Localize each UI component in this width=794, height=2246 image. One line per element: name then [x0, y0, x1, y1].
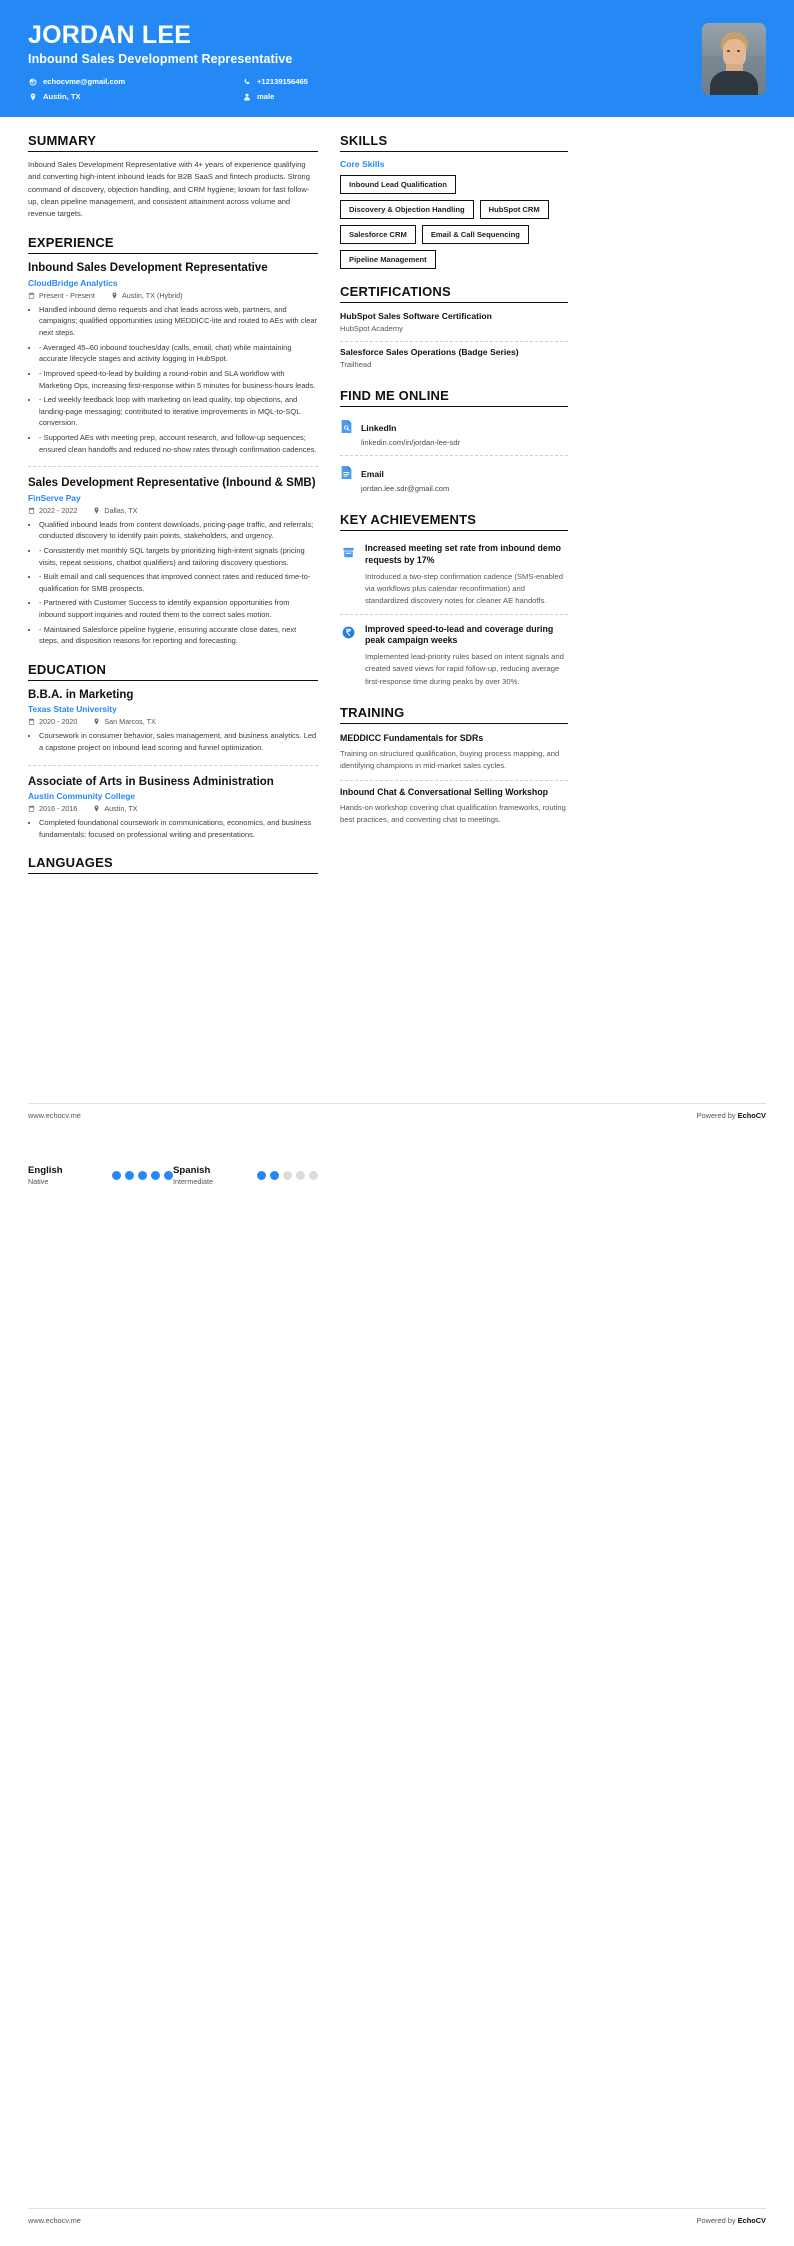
link-label: LinkedIn: [361, 423, 397, 434]
bullet: • Handled inbound demo requests and chat leads across web, partners, and campaigns; qualified opportunities using MEDDICC-lite and routed to AEs with clear next steps.: [39, 304, 318, 339]
section-skills: [340, 133, 568, 269]
calendar-icon: [28, 718, 35, 725]
certification-issuer: HubSpot Academy: [340, 324, 403, 334]
certification-item: [340, 346, 568, 373]
experience-location-value: Dallas, TX: [104, 505, 138, 515]
bullet: • - Averaged 45–60 inbound touches/day (calls, email, chat) while maintaining accurate lifecycle stages and activity logging in HubSpot.: [39, 342, 318, 365]
experience-dates-value: 2022 - 2022: [39, 505, 78, 515]
education-entry: [28, 775, 318, 841]
education-dates-value: 2016 - 2016: [39, 803, 78, 813]
training-name: MEDDICC Fundamentals for SDRs: [340, 732, 484, 743]
certification-name: HubSpot Sales Software Certification: [340, 311, 492, 321]
contact-gender-value: male: [257, 92, 275, 101]
dot: [257, 1171, 266, 1180]
skill-chip: Salesforce CRM: [340, 225, 416, 244]
contact-email-value: echocvme@gmail.com: [43, 77, 126, 86]
rupee-badge-icon: [340, 625, 356, 641]
resume-header: [0, 0, 794, 117]
gender-icon: [242, 92, 251, 101]
dot: [151, 1171, 160, 1180]
calendar-icon: [28, 805, 35, 812]
summary-title: SUMMARY: [28, 133, 318, 152]
footer-page-1: [28, 1103, 766, 1120]
certification-name: Salesforce Sales Operations (Badge Series): [340, 347, 519, 358]
language-level: Native: [28, 1177, 49, 1186]
education-location: [93, 804, 137, 813]
experience-location: [93, 506, 137, 515]
location-icon: [111, 292, 118, 299]
achievement-desc: Implemented lead-priority rules based on intent signals and created saved views for rapid follow-up, reducing average first-response time during peaks by over 30%.: [365, 652, 564, 686]
experience-entry: [28, 476, 318, 647]
contact-grid: [28, 77, 448, 101]
footer-powered-prefix: Powered by: [696, 1111, 738, 1120]
bullet: • - Improved speed-to-lead by building a round-robin and SLA workflow with Marketing Ops, increasing first-response within 5 minutes for business-hours leads.: [39, 368, 318, 391]
achievement-item: [340, 619, 568, 690]
bullet: • - Maintained Salesforce pipeline hygiene, ensuring accurate close dates, next steps, and disposition reasons for reporting and forecasting.: [39, 624, 318, 647]
experience-role: Inbound Sales Development Representative: [28, 262, 268, 275]
footer-powered-by: [697, 2216, 766, 2225]
education-dates: [28, 717, 77, 726]
education-location-value: Austin, TX: [104, 803, 138, 813]
link-label: Email: [361, 469, 384, 480]
section-languages: [28, 855, 318, 874]
link-item-email[interactable]: [340, 460, 568, 497]
bullet: • - Consistently met monthly SQL targets by prioritizing high-intent signals (pricing visits, repeat sessions, chatbot qualifiers) and tailoring discovery questions.: [39, 545, 318, 568]
location-icon: [93, 718, 100, 725]
section-summary: [28, 133, 318, 220]
contact-email[interactable]: [28, 77, 228, 86]
location-icon: [93, 507, 100, 514]
education-title: EDUCATION: [28, 662, 318, 681]
divider: [340, 455, 568, 456]
experience-dates-value: Present - Present: [39, 290, 95, 300]
dot: [296, 1171, 305, 1180]
phone-icon: [242, 77, 251, 86]
link-item-linkedin[interactable]: [340, 414, 568, 451]
certification-issuer: Trailhead: [340, 360, 372, 370]
language-name: English: [28, 1165, 63, 1176]
skills-chips: [340, 175, 568, 269]
bullet: • - Supported AEs with meeting prep, account research, and follow-up sequences; ensured clean handoffs and reduced no-show rates through confirmation cadences.: [39, 432, 318, 455]
dot: [164, 1171, 173, 1180]
bullet: • Coursework in consumer behavior, sales management, and business analytics. Led a capstone project on inbound lead scoring and funnel optimization.: [39, 730, 318, 753]
section-experience: [28, 235, 318, 647]
languages-content: [28, 1155, 318, 1186]
language-text: [173, 1165, 257, 1186]
education-bullets: [28, 730, 318, 753]
footer-site[interactable]: www.echocv.me: [28, 1111, 81, 1120]
education-dates: [28, 804, 77, 813]
certifications-title: CERTIFICATIONS: [340, 284, 568, 303]
dot: [270, 1171, 279, 1180]
bullet: • Completed foundational coursework in communications, economics, and business fundamentals; focused on professional writing and presentations.: [39, 817, 318, 840]
education-dates-value: 2020 - 2020: [39, 717, 78, 727]
link-url[interactable]: linkedin.com/in/jordan-lee-sdr: [361, 438, 461, 448]
email-doc-icon: [340, 465, 353, 480]
bullet: • - Built email and call sequences that improved connect rates and reduced time-to-qualification for SMB prospects.: [39, 571, 318, 594]
dot: [309, 1171, 318, 1180]
achievement-item: [340, 538, 568, 609]
right-column: [340, 133, 568, 845]
certification-item: [340, 310, 568, 337]
footer-page-2: [28, 2208, 766, 2225]
dot: [125, 1171, 134, 1180]
experience-title: EXPERIENCE: [28, 235, 318, 254]
contact-phone-value: +12139156465: [257, 77, 308, 86]
skills-title: SKILLS: [340, 133, 568, 152]
experience-meta: [28, 291, 318, 300]
training-desc: Training on structured qualification, buying process mapping, and identifying champions in mid-market sales cycles.: [340, 748, 560, 770]
training-desc: Hands-on workshop covering chat qualification frameworks, routing best practices, and converting chat to meetings.: [340, 802, 566, 824]
experience-bullets: [28, 304, 318, 456]
experience-entry: [28, 261, 318, 455]
achievement-desc: Introduced a two-step confirmation cadence (SMS-enabled via workflows plus calendar reconfirmation) and standardized discovery notes for cleaner AE handoffs.: [365, 572, 563, 606]
key-achievements-title: KEY ACHIEVEMENTS: [340, 512, 568, 531]
footer-powered-prefix: Powered by: [696, 2216, 738, 2225]
experience-dates: [28, 506, 77, 515]
language-item: [173, 1165, 318, 1186]
experience-dates: [28, 291, 95, 300]
bullet: • - Partnered with Customer Success to identify expansion opportunities from inbound support inquiries and routed them to the correct sales motion.: [39, 597, 318, 620]
divider: [28, 765, 318, 766]
training-title: TRAINING: [340, 705, 568, 724]
achievement-title: Improved speed-to-lead and coverage during peak campaign weeks: [365, 623, 554, 646]
education-school[interactable]: Austin Community College: [28, 790, 136, 801]
skill-chip: Email & Call Sequencing: [422, 225, 529, 244]
find-me-online-title: FIND ME ONLINE: [340, 388, 568, 407]
email-icon: [28, 77, 37, 86]
experience-location: [111, 291, 183, 300]
dot: [283, 1171, 292, 1180]
section-education: [28, 662, 318, 840]
education-degree: Associate of Arts in Business Administration: [28, 775, 274, 788]
inbox-icon: [340, 544, 356, 560]
language-text: [28, 1165, 112, 1186]
language-dots: [112, 1171, 173, 1180]
language-level: Intermediate: [173, 1177, 213, 1186]
calendar-icon: [28, 292, 35, 299]
education-location-value: San Marcos, TX: [104, 717, 156, 727]
left-column: [28, 133, 318, 889]
languages-title: LANGUAGES: [28, 855, 318, 874]
training-item: [340, 785, 568, 830]
divider: [28, 466, 318, 467]
dot: [112, 1171, 121, 1180]
section-training: [340, 705, 568, 830]
achievement-title: Increased meeting set rate from inbound demo requests by 17%: [365, 543, 562, 566]
skill-chip: Discovery & Objection Handling: [340, 200, 474, 219]
experience-role: Sales Development Representative (Inbound & SMB): [28, 477, 316, 490]
link-url[interactable]: jordan.lee.sdr@gmail.com: [361, 484, 450, 494]
linkedin-doc-icon: [340, 419, 353, 434]
resume-body: [0, 117, 794, 889]
skill-chip: Pipeline Management: [340, 250, 436, 269]
experience-bullets: [28, 519, 318, 647]
calendar-icon: [28, 507, 35, 514]
experience-location-value: Austin, TX (Hybrid): [121, 290, 183, 300]
experience-meta: [28, 506, 318, 515]
summary-text: Inbound Sales Development Representative with 4+ years of experience qualifying and converting high-intent inbound leads for B2B SaaS and fintech products. Strong command of discovery, objection handling, and CRM hygiene; known for fast follow-up, clean pipeline management, and consistent attainment across volume and revenue targets.: [28, 160, 310, 219]
education-meta: [28, 804, 318, 813]
section-key-achievements: [340, 512, 568, 689]
section-certifications: [340, 284, 568, 373]
footer-site[interactable]: www.echocv.me: [28, 2216, 81, 2225]
training-name: Inbound Chat & Conversational Selling Workshop: [340, 786, 549, 797]
experience-company[interactable]: CloudBridge Analytics: [28, 277, 118, 288]
footer-powered-by: [697, 1111, 766, 1120]
footer-brand: EchoCV: [737, 1111, 766, 1120]
education-degree: B.B.A. in Marketing: [28, 688, 134, 701]
dot: [138, 1171, 147, 1180]
location-icon: [28, 92, 37, 101]
location-icon: [93, 805, 100, 812]
bullet: • - Led weekly feedback loop with marketing on lead quality, top objections, and landing-page messaging; contributed to iterative improvements in MQL-to-SQL conversion.: [39, 394, 318, 429]
divider: [340, 341, 568, 342]
contact-location-value: Austin, TX: [43, 92, 81, 101]
candidate-name: JORDAN LEE: [28, 21, 192, 49]
education-bullets: [28, 817, 318, 840]
contact-phone[interactable]: [242, 77, 442, 86]
language-name: Spanish: [173, 1165, 211, 1176]
education-location: [93, 717, 155, 726]
education-entry: [28, 688, 318, 754]
language-dots: [257, 1171, 318, 1180]
skill-chip: Inbound Lead Qualification: [340, 175, 456, 194]
section-find-me-online: [340, 388, 568, 497]
skills-group-label: Core Skills: [340, 159, 385, 169]
candidate-role: Inbound Sales Development Representative: [28, 52, 293, 66]
languages-grid: [28, 1165, 318, 1186]
education-school[interactable]: Texas State University: [28, 704, 117, 715]
training-item: [340, 731, 568, 776]
footer-brand: EchoCV: [737, 2216, 766, 2225]
divider: [340, 614, 568, 615]
education-meta: [28, 717, 318, 726]
language-item: [28, 1165, 173, 1186]
divider: [340, 780, 568, 781]
avatar: [702, 23, 766, 95]
bullet: • Qualified inbound leads from content downloads, pricing-page traffic, and referrals; conducted discovery to identify pain points, stakeholders, and urgency.: [39, 519, 318, 542]
experience-company[interactable]: FinServe Pay: [28, 492, 81, 503]
contact-location: [28, 92, 228, 101]
skill-chip: HubSpot CRM: [480, 200, 549, 219]
contact-gender: [242, 92, 442, 101]
